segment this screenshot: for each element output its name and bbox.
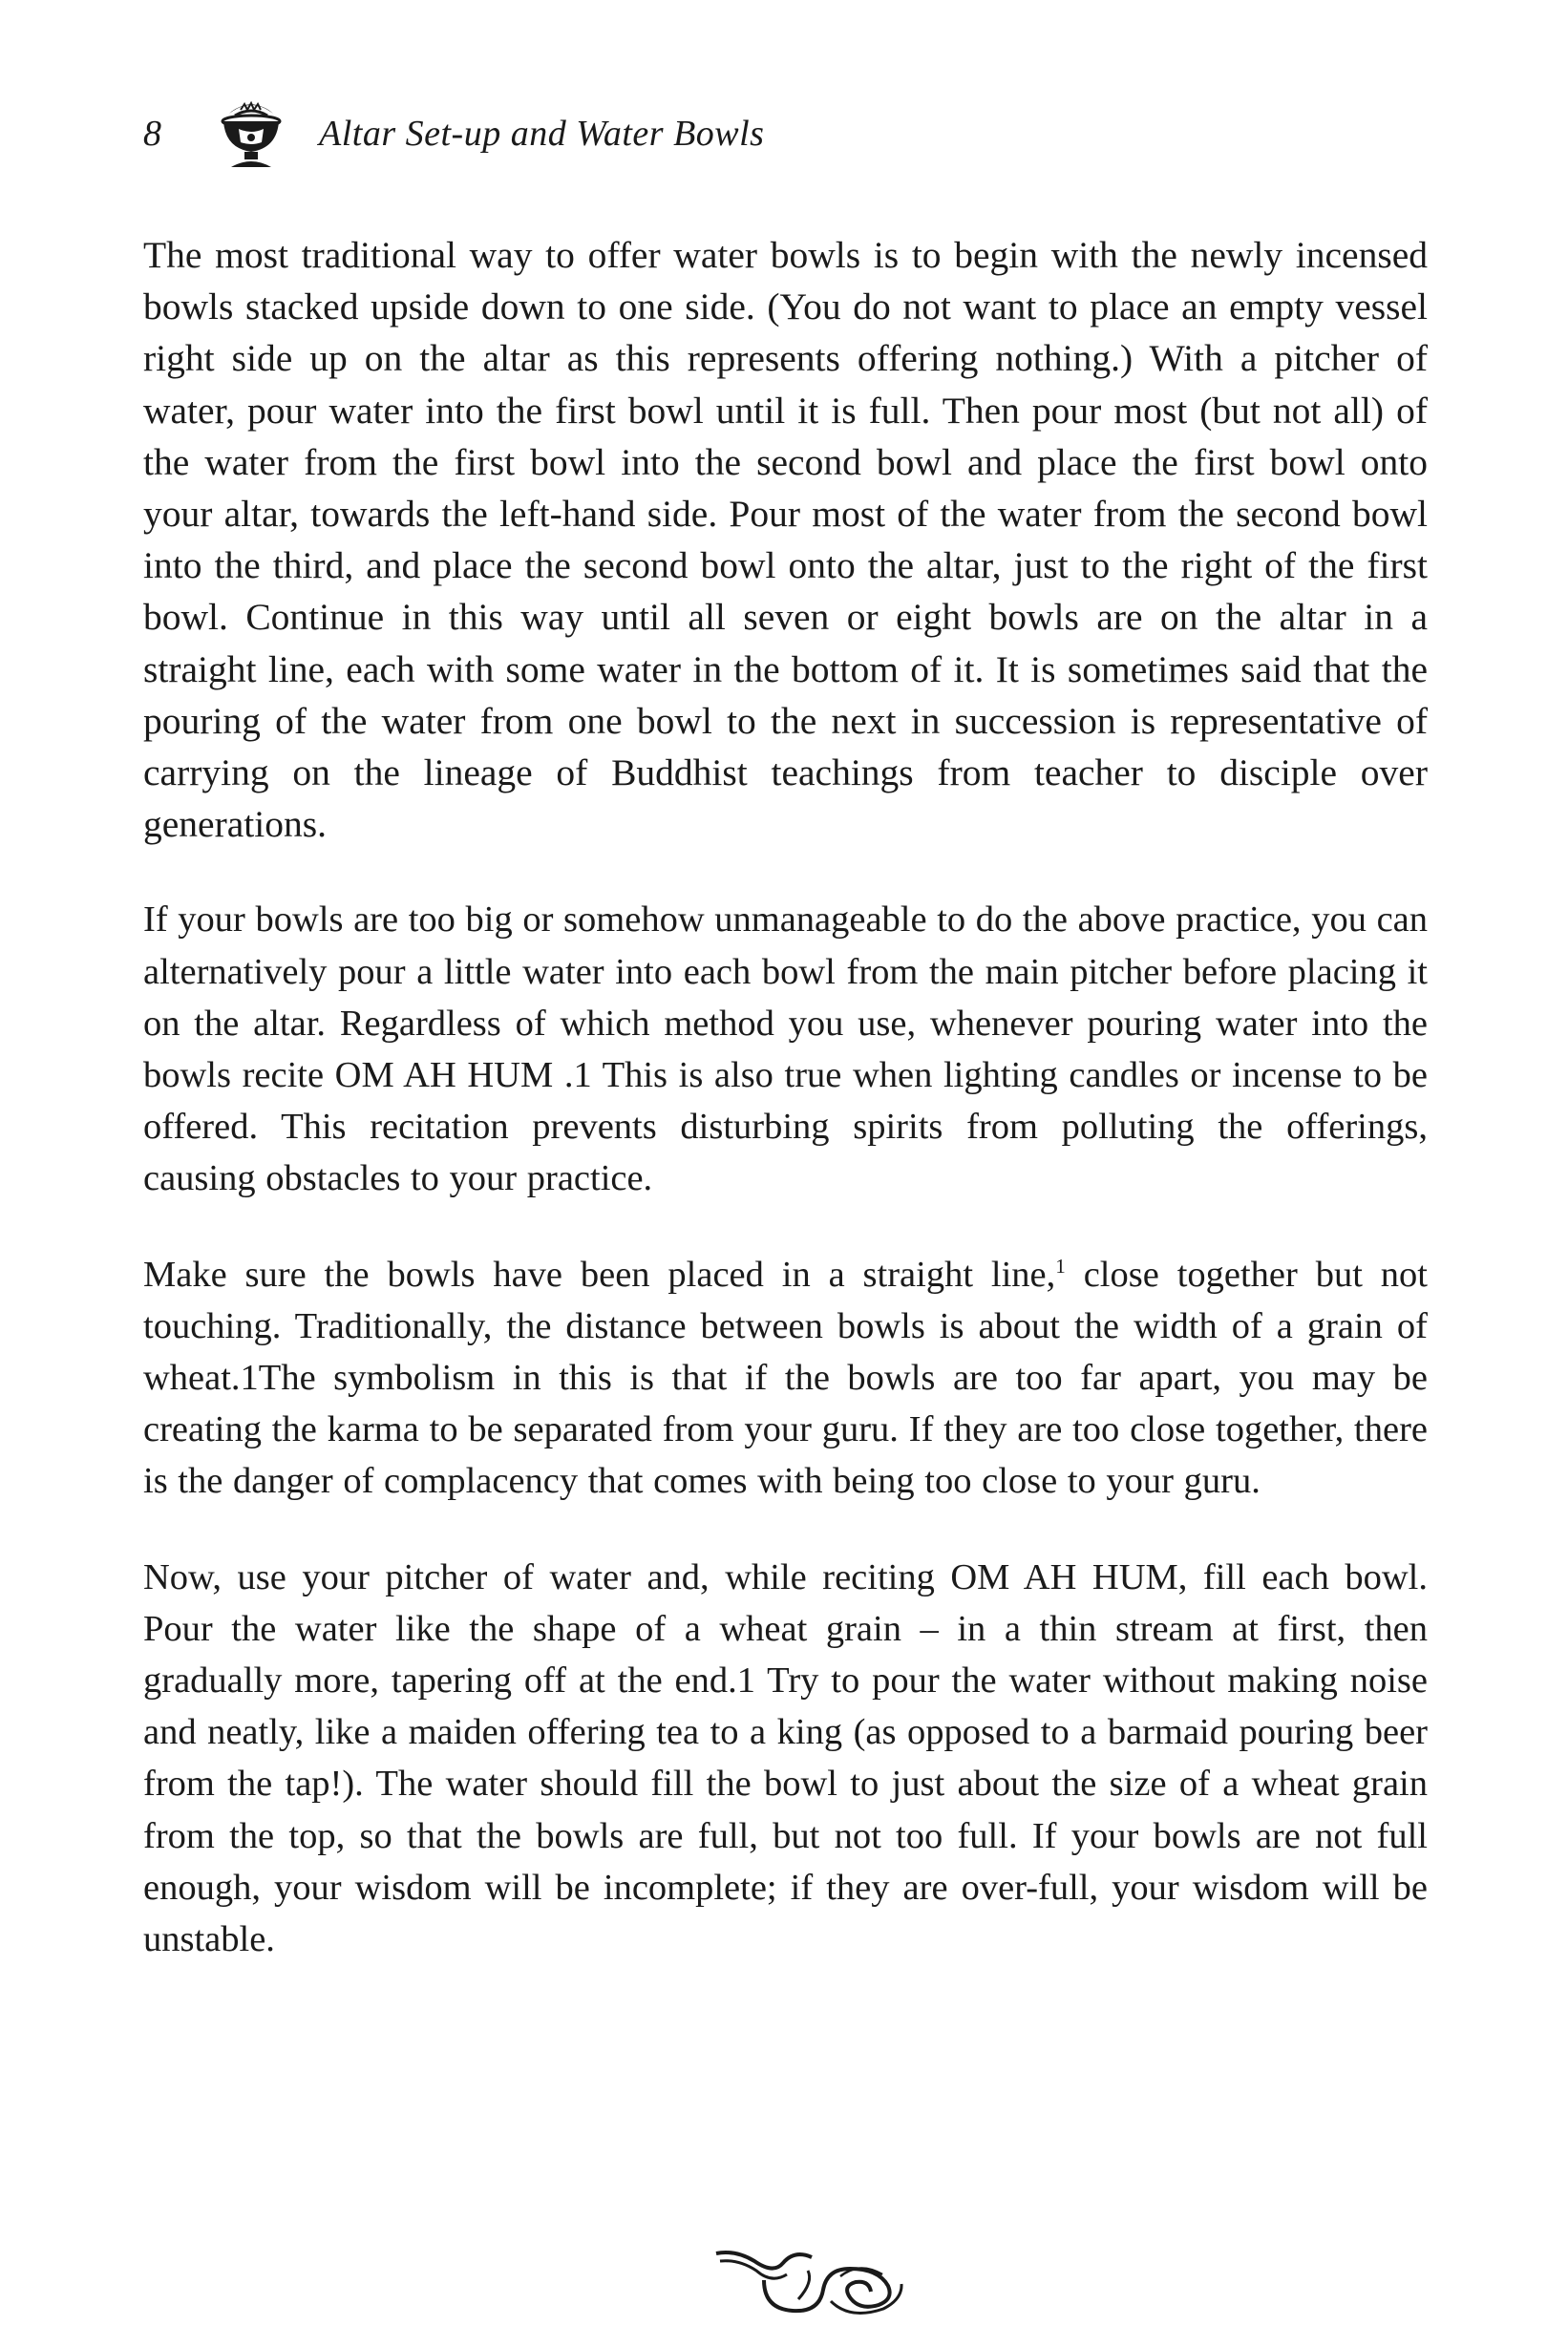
paragraph-spacing — [143, 1249, 1428, 1508]
paragraph-filling-bowls: Now, use your pitcher of water and, while reciting OM AH HUM, fill each bowl. Pour the water like the shape of a wheat grain – in a thin stream at first, then gradually more, tapering off at the end.1 Try to pour the water without making noise and neatly, like a maiden offering tea to a king (as opposed to a barmaid pouring beer from the tap!). The water should fill the bowl to just about the size of a wheat grain from the top, so that the bowls are full, but not too full. If your bowls are not full enough, your wisdom will be incomplete; if they are over-full, your wisdom will be unstable. — [143, 1556, 1428, 1960]
paragraph-traditional-method: The most traditional way to offer water bowls is to begin with the newly incensed bowls stacked upside down to one side. (You do not want to place an empty vessel right side up on the altar as this represents offering nothing.) With a pitcher of water, pour water into the first bowl until it is full. Then pour most (but not all) of the water from the first bowl into the second bowl and place the first bowl onto your altar, towards the left-hand side. Pour most of the water from the second bowl into the third, and place the second bowl onto the altar, just to the right of the first bowl. Continue in this way until all seven or eight bowls are on the altar in a straight line, each with some water in the bottom of it. It is sometimes said that the pouring of the water from one bowl to the next in succession is representative of carrying on the lineage of Buddhist teachings from teacher to disciple over generations. — [143, 234, 1428, 846]
running-head — [143, 91, 1428, 177]
paragraph-alternative-method: If your bowls are too big or somehow unmanageable to do the above practice, you can alternatively pour a little water into each bowl from the main pitcher before placing it on the altar. Regardless of which method you use, whenever pouring water into the bowls recite OM AH HUM .1 This is also true when lighting candles or incense to be offered. This recitation prevents disturbing spirits from polluting the offerings, causing obstacles to your practice. — [143, 899, 1428, 1199]
page-number: 8 — [143, 114, 161, 154]
footnote-marker: 1 — [1055, 1254, 1066, 1278]
offering-bowl-icon — [210, 93, 292, 175]
paragraph-spacing-start: Make sure the bowls have been placed in a straight line, — [143, 1254, 1056, 1295]
body-text — [143, 229, 1428, 1965]
running-title: Altar Set-up and Water Bowls — [319, 114, 765, 154]
book-page — [143, 91, 1428, 2009]
conch-fleuron-icon — [707, 2242, 917, 2323]
paragraph-spacing-end: close together but not touching. Traditionally, the distance between bowls is about the width of a grain of wheat.1The symbolism in this is that if the bowls are too far apart, you may be creating the karma to be separated from your guru. If they are too close together, there is the danger of complacency that comes with being too close to your guru. — [143, 1254, 1428, 1502]
